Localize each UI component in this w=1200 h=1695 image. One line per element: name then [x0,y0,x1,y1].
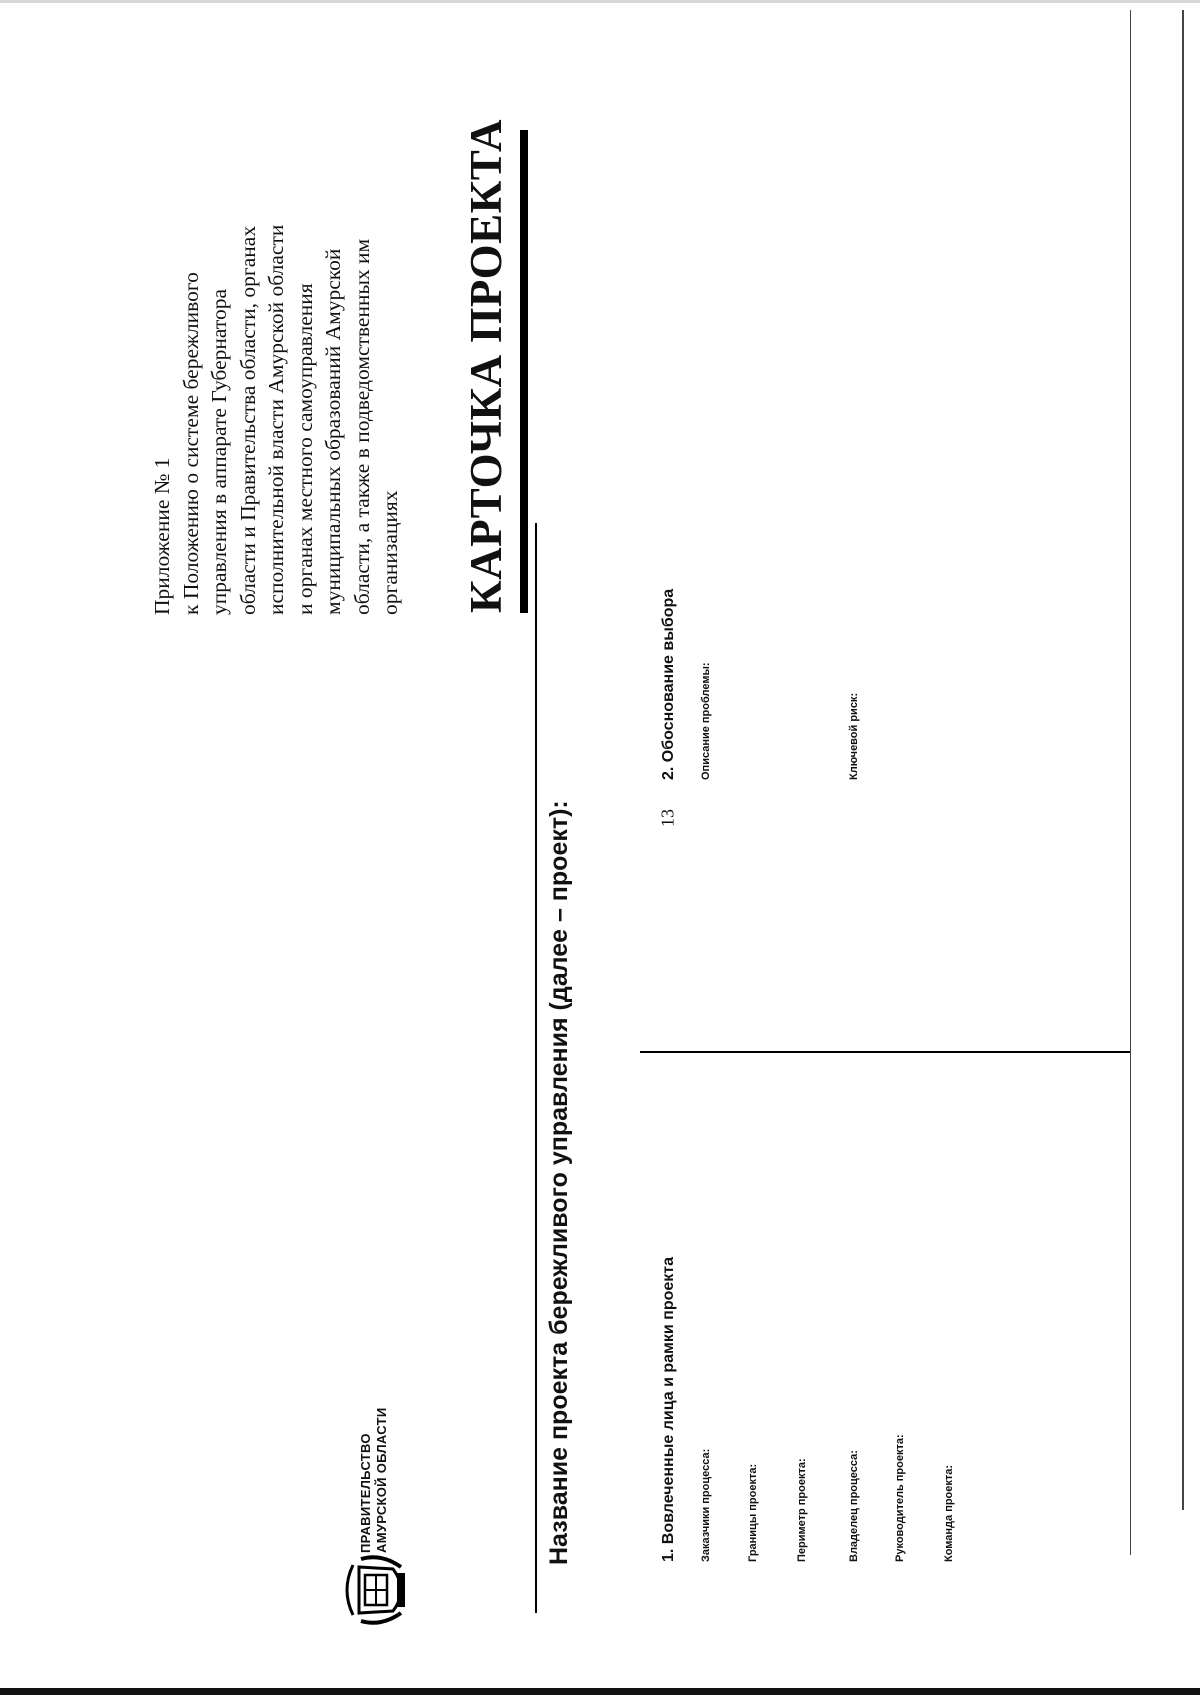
field-label-perimeter: Периметр проекта: [796,1458,808,1562]
field-label-problem: Описание проблемы: [700,662,712,780]
column-divider [640,1051,1130,1053]
section2-heading: 2. Обоснование выбора [660,588,677,780]
appendix-line: Приложение № 1 [150,457,174,615]
appendix-line: организациях [378,490,402,615]
org-name-line-2: АМУРСКОЙ ОБЛАСТИ [374,1407,389,1553]
appendix-line: области, а также в подведомственных им [349,238,374,615]
appendix-line: исполнительной власти Амурской области [264,224,288,615]
appendix-line: и органах местного самоуправления [292,283,317,615]
coat-of-arms-icon [345,1545,415,1635]
org-name [358,1407,390,1553]
appendix-note [148,0,405,615]
field-label-process-owner: Владелец процесса: [848,1450,860,1562]
org-name-line-1: ПРАВИТЕЛЬСТВО [358,1433,373,1553]
field-label-boundaries: Границы проекта: [747,1463,759,1562]
field-label-customers: Заказчики процесса: [700,1448,712,1562]
field-label-key-risk: Ключевой риск: [848,692,860,780]
appendix-line: управления в аппарате Губернатора [207,288,231,615]
appendix-line: к Положению о системе бережливого [178,272,203,615]
appendix-line: муниципальных образований Амурской [321,248,345,615]
card-bottom-rule [1130,10,1131,1555]
section1-heading: 1. Вовлеченные лица и рамки проекта [660,1256,677,1562]
header-rule [535,523,537,1613]
page-number: 13 [657,809,678,827]
appendix-line: области и Правительства области, органах [235,225,260,615]
card-title: КАРТОЧКА ПРОЕКТА [461,118,511,613]
project-title: Название проекта бережливого управления (далее – проект): [545,800,573,1565]
field-label-project-leader: Руководитель проекта: [894,1434,906,1562]
title-underline [520,130,528,613]
field-label-project-team: Команда проекта: [943,1464,955,1562]
